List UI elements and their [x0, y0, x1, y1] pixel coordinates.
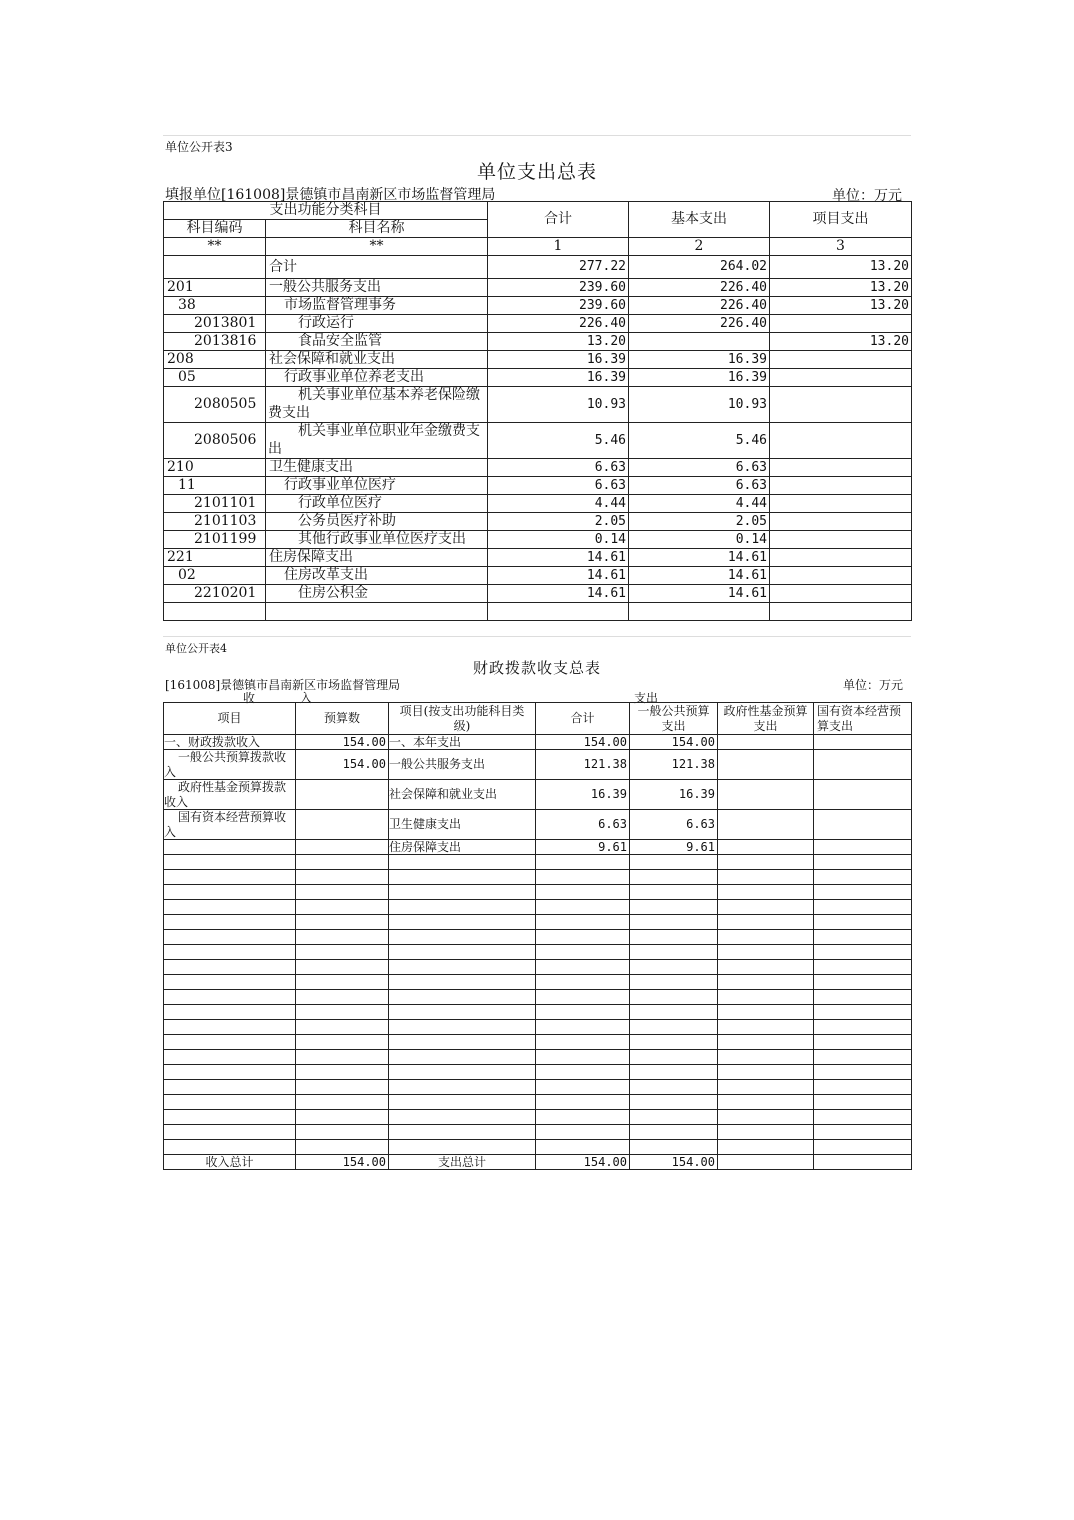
row-basic: 10.93	[629, 387, 770, 423]
table-row	[164, 351, 912, 369]
empty-row	[164, 960, 912, 975]
row-name: 住房公积金	[266, 585, 488, 603]
row-project	[770, 423, 912, 459]
row-exp-item: 一、本年支出	[389, 735, 536, 750]
row-total: 9.61	[536, 840, 630, 855]
row-exp-item: 社会保障和就业支出	[389, 780, 536, 810]
row-item	[164, 840, 296, 855]
footer-row	[164, 1155, 912, 1170]
table-row	[164, 603, 912, 621]
table-row	[164, 256, 912, 279]
table-row	[164, 369, 912, 387]
row-name: 住房改革支出	[266, 567, 488, 585]
empty-row	[164, 1110, 912, 1125]
row-name: 公务员医疗补助	[266, 513, 488, 531]
empty-row	[164, 1125, 912, 1140]
header-budget: 预算数	[296, 703, 389, 735]
table-row	[164, 750, 912, 780]
income-total-value: 154.00	[296, 1155, 389, 1170]
row-name: 社会保障和就业支出	[266, 351, 488, 369]
row-project	[770, 387, 912, 423]
row-code: 05	[164, 369, 266, 387]
sheet3-title: 单位支出总表	[476, 161, 597, 183]
expense-header: 支出	[634, 691, 659, 705]
header-group: 支出功能分类科目	[164, 202, 488, 220]
col-3: 3	[770, 238, 912, 256]
expense-total-value: 154.00	[536, 1155, 630, 1170]
row-budget	[296, 840, 389, 855]
sheet4-unit-line: [161008]景德镇市昌南新区市场监督管理局	[165, 678, 401, 692]
row-basic: 6.63	[629, 459, 770, 477]
empty-row	[164, 915, 912, 930]
row-total: 6.63	[488, 459, 629, 477]
row-project	[770, 567, 912, 585]
row-general: 121.38	[630, 750, 718, 780]
header-total: 合计	[488, 202, 629, 238]
row-basic: 16.39	[629, 369, 770, 387]
row-basic: 226.40	[629, 315, 770, 333]
row-name: 行政事业单位养老支出	[266, 369, 488, 387]
table-row	[164, 531, 912, 549]
income-total-label: 收入总计	[164, 1155, 296, 1170]
name-mark: **	[266, 238, 488, 256]
empty-row	[164, 870, 912, 885]
empty-row	[164, 930, 912, 945]
header-item: 项目	[164, 703, 296, 735]
header-basic: 基本支出	[629, 202, 770, 238]
row-general: 9.61	[630, 840, 718, 855]
row-general: 16.39	[630, 780, 718, 810]
table-row	[164, 423, 912, 459]
row-exp-item: 一般公共服务支出	[389, 750, 536, 780]
row-total: 239.60	[488, 279, 629, 297]
row-code: 2210201	[164, 585, 266, 603]
row-project	[770, 459, 912, 477]
row-total: 13.20	[488, 333, 629, 351]
row-total: 121.38	[536, 750, 630, 780]
row-total: 154.00	[536, 735, 630, 750]
row-project: 13.20	[770, 256, 912, 279]
row-exp-item: 卫生健康支出	[389, 810, 536, 840]
row-general: 154.00	[630, 735, 718, 750]
row-project	[770, 477, 912, 495]
header-exp-item: 项目(按支出功能科目类级)	[389, 703, 536, 735]
row-basic: 4.44	[629, 495, 770, 513]
table-row	[164, 495, 912, 513]
row-code: 38	[164, 297, 266, 315]
row-code: 2101103	[164, 513, 266, 531]
row-code: 2101101	[164, 495, 266, 513]
header-name: 科目名称	[266, 220, 488, 238]
row-total: 5.46	[488, 423, 629, 459]
fiscal-appropriation-table	[163, 702, 912, 1170]
table-row	[164, 297, 912, 315]
row-item: 国有资本经营预算收入	[164, 810, 296, 840]
row-project	[770, 513, 912, 531]
row-total: 10.93	[488, 387, 629, 423]
row-code: 11	[164, 477, 266, 495]
row-budget: 154.00	[296, 735, 389, 750]
row-code	[164, 256, 266, 279]
row-name: 卫生健康支出	[266, 459, 488, 477]
row-total: 14.61	[488, 549, 629, 567]
empty-row	[164, 885, 912, 900]
row-basic: 264.02	[629, 256, 770, 279]
table-row	[164, 279, 912, 297]
row-code: 2013816	[164, 333, 266, 351]
empty-row	[164, 855, 912, 870]
row-general: 6.63	[630, 810, 718, 840]
empty-row	[164, 1035, 912, 1050]
row-code: 210	[164, 459, 266, 477]
row-name: 一般公共服务支出	[266, 279, 488, 297]
empty-row	[164, 975, 912, 990]
row-code: 2080505	[164, 387, 266, 423]
table-row	[164, 315, 912, 333]
row-name: 其他行政事业单位医疗支出	[266, 531, 488, 549]
row-total: 16.39	[488, 369, 629, 387]
sheet4-title: 财政拨款收支总表	[472, 659, 601, 677]
row-basic: 226.40	[629, 279, 770, 297]
table-row	[164, 840, 912, 855]
row-total: 6.63	[488, 477, 629, 495]
row-name: 市场监督管理事务	[266, 297, 488, 315]
row-total: 2.05	[488, 513, 629, 531]
empty-row	[164, 1080, 912, 1095]
table-row	[164, 513, 912, 531]
row-project	[770, 585, 912, 603]
row-code: 02	[164, 567, 266, 585]
row-project	[770, 369, 912, 387]
sheet4-unit-label: 单位：万元	[843, 678, 904, 692]
row-project: 13.20	[770, 333, 912, 351]
row-code: 221	[164, 549, 266, 567]
row-code: 2013801	[164, 315, 266, 333]
row-basic: 16.39	[629, 351, 770, 369]
row-project: 13.20	[770, 279, 912, 297]
col-2: 2	[629, 238, 770, 256]
table-row	[164, 459, 912, 477]
empty-row	[164, 1065, 912, 1080]
header-code: 科目编码	[164, 220, 266, 238]
row-name: 行政运行	[266, 315, 488, 333]
header-state: 国有资本经营预算支出	[814, 703, 912, 735]
expense-total-label: 支出总计	[389, 1155, 536, 1170]
row-project	[770, 351, 912, 369]
header-project: 项目支出	[770, 202, 912, 238]
row-name: 住房保障支出	[266, 549, 488, 567]
row-project	[770, 531, 912, 549]
table-row	[164, 549, 912, 567]
sheet3-tag: 单位公开表3	[165, 140, 233, 154]
expense-summary-table	[163, 201, 912, 621]
table-row	[164, 567, 912, 585]
sheet3-unit-line: 填报单位[161008]景德镇市昌南新区市场监督管理局	[165, 187, 496, 203]
top-divider	[163, 135, 911, 136]
empty-row	[164, 1095, 912, 1110]
code-mark: **	[164, 238, 266, 256]
empty-row	[164, 1140, 912, 1155]
empty-row	[164, 990, 912, 1005]
row-name: 食品安全监管	[266, 333, 488, 351]
row-total: 14.61	[488, 567, 629, 585]
row-total: 4.44	[488, 495, 629, 513]
row-budget: 154.00	[296, 750, 389, 780]
row-basic: 14.61	[629, 549, 770, 567]
row-total: 14.61	[488, 585, 629, 603]
table-row	[164, 585, 912, 603]
row-total: 6.63	[536, 810, 630, 840]
general-total-value: 154.00	[630, 1155, 718, 1170]
row-total: 16.39	[488, 351, 629, 369]
sheet3-unit-label: 单位：万元	[832, 188, 902, 204]
table-row	[164, 780, 912, 810]
row-total: 277.22	[488, 256, 629, 279]
row-code: 208	[164, 351, 266, 369]
row-project: 13.20	[770, 297, 912, 315]
row-budget	[296, 780, 389, 810]
row-name: 合计	[266, 256, 488, 279]
income-header-2: 入	[300, 691, 313, 705]
sheet4-tag: 单位公开表4	[165, 642, 227, 655]
table-row	[164, 387, 912, 423]
row-name: 行政单位医疗	[266, 495, 488, 513]
row-basic: 5.46	[629, 423, 770, 459]
table-row	[164, 333, 912, 351]
row-code: 2080506	[164, 423, 266, 459]
row-name: 机关事业单位基本养老保险缴费支出	[266, 387, 488, 423]
table-row	[164, 477, 912, 495]
table-row	[164, 735, 912, 750]
table-row	[164, 810, 912, 840]
blank-rows	[164, 855, 912, 1155]
row-item: 政府性基金预算拨款收入	[164, 780, 296, 810]
row-code: 201	[164, 279, 266, 297]
empty-row	[164, 900, 912, 915]
row-code: 2101199	[164, 531, 266, 549]
row-basic: 14.61	[629, 585, 770, 603]
empty-row	[164, 1005, 912, 1020]
row-total: 0.14	[488, 531, 629, 549]
row-item: 一般公共预算拨款收入	[164, 750, 296, 780]
row-total: 16.39	[536, 780, 630, 810]
empty-row	[164, 945, 912, 960]
header-total: 合计	[536, 703, 630, 735]
row-budget	[296, 810, 389, 840]
row-name: 机关事业单位职业年金缴费支出	[266, 423, 488, 459]
header-fund: 政府性基金预算支出	[718, 703, 814, 735]
row-basic: 2.05	[629, 513, 770, 531]
row-project	[770, 495, 912, 513]
row-exp-item: 住房保障支出	[389, 840, 536, 855]
mid-divider	[163, 636, 911, 637]
row-basic: 0.14	[629, 531, 770, 549]
row-basic: 226.40	[629, 297, 770, 315]
empty-row	[164, 1050, 912, 1065]
row-total: 239.60	[488, 297, 629, 315]
income-header-1: 收	[243, 691, 256, 705]
col-1: 1	[488, 238, 629, 256]
row-basic	[629, 333, 770, 351]
row-project	[770, 315, 912, 333]
row-total: 226.40	[488, 315, 629, 333]
row-basic: 14.61	[629, 567, 770, 585]
row-name: 行政事业单位医疗	[266, 477, 488, 495]
row-project	[770, 549, 912, 567]
row-item: 一、财政拨款收入	[164, 735, 296, 750]
header-general: 一般公共预算支出	[630, 703, 718, 735]
empty-row	[164, 1020, 912, 1035]
row-basic: 6.63	[629, 477, 770, 495]
